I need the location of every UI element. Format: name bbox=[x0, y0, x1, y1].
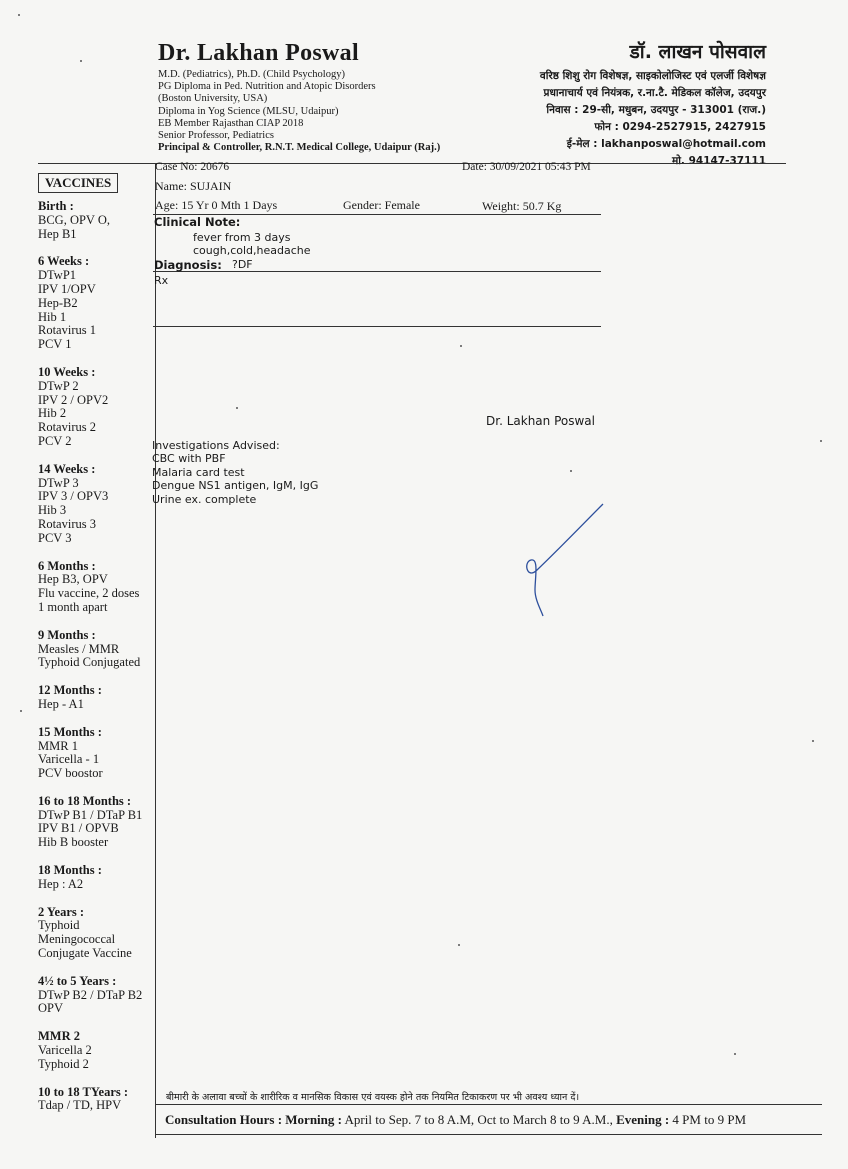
footer-top-rule bbox=[155, 1104, 822, 1105]
evening-hours: 4 PM to 9 PM bbox=[672, 1112, 747, 1127]
patient-age: Age: 15 Yr 0 Mth 1 Days bbox=[155, 198, 278, 212]
scan-speck bbox=[236, 407, 238, 409]
vaccine-item: DTwP 2 bbox=[38, 378, 79, 393]
vaccine-age-heading: 10 Weeks : bbox=[38, 364, 96, 379]
vaccine-item: IPV 2 / OPV2 bbox=[38, 392, 109, 407]
hindi-line: वरिष्ठ शिशु रोग विशेषज्ञ, साइकोलोजिस्ट एवं एलर्जी विशेषज्ञ bbox=[539, 70, 766, 82]
morning-hours: April to Sep. 7 to 8 A.M, Oct to March 8 to 9 A.M., bbox=[344, 1112, 613, 1127]
scan-speck bbox=[20, 710, 22, 712]
vaccine-item: PCV boostor bbox=[38, 766, 103, 781]
vaccine-group bbox=[38, 864, 142, 892]
hindi-line: प्रधानाचार्य एवं नियंत्रक, र.ना.टै. मेडिकल कॉलेज, उदयपुर bbox=[543, 87, 766, 99]
vaccine-item: Hib 1 bbox=[38, 309, 67, 324]
vaccine-age-heading: 14 Weeks : bbox=[38, 461, 96, 476]
vaccine-item: Hib 2 bbox=[38, 406, 67, 421]
vaccine-group bbox=[38, 726, 142, 781]
consult-label: Consultation Hours : bbox=[165, 1112, 283, 1127]
investigations-list bbox=[152, 452, 318, 506]
vaccine-item: 1 month apart bbox=[38, 599, 108, 614]
investigation-item: CBC with PBF bbox=[152, 452, 226, 465]
vaccine-item: Varicella 2 bbox=[38, 1043, 92, 1058]
vaccine-age-heading: 16 to 18 Months : bbox=[38, 793, 132, 808]
credential-line: Diploma in Yog Science (MLSU, Udaipur) bbox=[158, 105, 339, 117]
vaccine-item: Rotavirus 3 bbox=[38, 516, 96, 531]
vaccine-group bbox=[38, 684, 142, 712]
vaccine-age-heading: 6 Weeks : bbox=[38, 254, 90, 269]
scan-speck bbox=[460, 345, 462, 347]
vaccine-item: DTwP B1 / DTaP B1 bbox=[38, 807, 143, 822]
diagnosis-label: Diagnosis: bbox=[154, 258, 222, 272]
vaccine-item: Hep B3, OPV bbox=[38, 572, 108, 587]
vaccine-group bbox=[38, 795, 142, 850]
vaccine-group bbox=[38, 1086, 142, 1114]
vaccine-item: Hib 3 bbox=[38, 503, 67, 518]
investigation-item: Malaria card test bbox=[152, 465, 245, 479]
patient-gender: Gender: Female bbox=[343, 198, 420, 212]
vaccine-schedule bbox=[38, 200, 142, 1127]
footer-bottom-rule bbox=[155, 1134, 822, 1135]
vaccine-item: DTwP 3 bbox=[38, 475, 79, 490]
header-divider bbox=[38, 163, 786, 164]
clinical-notes bbox=[193, 231, 311, 257]
vaccine-group bbox=[38, 255, 142, 352]
clinical-note-label: Clinical Note: bbox=[154, 215, 241, 229]
investigations-label: Investigations Advised: bbox=[152, 439, 280, 452]
hindi-line: फोन : 0294-2527915, 2427915 bbox=[594, 121, 766, 133]
vaccine-group bbox=[38, 463, 142, 546]
patient-weight: Weight: 50.7 Kg bbox=[482, 199, 562, 213]
hindi-letterhead bbox=[540, 38, 766, 170]
hindi-line: मो. 94147-37111 bbox=[671, 155, 766, 167]
vaccine-item: Typhoid Conjugated bbox=[38, 655, 141, 670]
vaccine-item: DTwP B2 / DTaP B2 bbox=[38, 987, 143, 1002]
credentials-list bbox=[158, 69, 440, 154]
hindi-line: निवास : 29-सी, मधुबन, उदयपुर - 313001 (राज.) bbox=[546, 104, 766, 116]
vaccine-item: Rotavirus 2 bbox=[38, 420, 96, 435]
vaccine-age-heading: 10 to 18 TYears : bbox=[38, 1084, 129, 1099]
credential-line: M.D. (Pediatrics), Ph.D. (Child Psychology) bbox=[158, 69, 345, 80]
case-number: Case No: 20676 bbox=[155, 161, 230, 173]
vaccine-age-heading: 2 Years : bbox=[38, 904, 85, 919]
scan-speck bbox=[18, 14, 20, 16]
credential-line: (Boston University, USA) bbox=[158, 93, 268, 105]
vaccine-group bbox=[38, 906, 142, 961]
consultation-hours bbox=[165, 1112, 746, 1128]
vaccine-item: Hep : A2 bbox=[38, 876, 84, 891]
vaccine-item: Hep B1 bbox=[38, 226, 77, 241]
vaccine-age-heading: 12 Months : bbox=[38, 683, 102, 698]
diagnosis-value: ?DF bbox=[232, 258, 253, 271]
vaccine-item: Hep-B2 bbox=[38, 295, 78, 310]
scan-speck bbox=[458, 944, 460, 946]
investigation-item: Dengue NS1 antigen, IgM, IgG bbox=[152, 479, 319, 492]
vaccine-column-divider bbox=[155, 163, 156, 1138]
vaccine-group bbox=[38, 200, 142, 241]
signature-mark bbox=[515, 500, 610, 620]
vaccine-item: Meningococcal bbox=[38, 932, 116, 947]
vaccine-item: DTwP1 bbox=[38, 268, 77, 283]
hindi-advisory-note: बीमारी के अलावा बच्चों के शारीरिक व मानसिक विकास एवं वयस्क होने तक नियमित टिकाकरण पर भी अवश्य ध्यान दें। bbox=[166, 1092, 580, 1103]
vaccine-item: MMR 1 bbox=[38, 738, 78, 753]
vaccine-group bbox=[38, 366, 142, 449]
vaccine-item: Hib B booster bbox=[38, 835, 109, 850]
vaccine-item: Typhoid 2 bbox=[38, 1056, 89, 1071]
scan-speck bbox=[812, 740, 814, 742]
vaccine-item: Conjugate Vaccine bbox=[38, 946, 132, 961]
scan-speck bbox=[570, 470, 572, 472]
vaccine-group bbox=[38, 560, 142, 615]
signature-name: Dr. Lakhan Poswal bbox=[486, 414, 595, 428]
vaccine-item: PCV 2 bbox=[38, 433, 72, 448]
vaccine-item: Hep - A1 bbox=[38, 696, 84, 711]
prescription-date: Date: 30/09/2021 05:43 PM bbox=[462, 161, 591, 173]
morning-label: Morning : bbox=[285, 1112, 342, 1127]
hindi-doctor-name: डॉ. लाखन पोसवाल bbox=[629, 41, 766, 63]
vaccine-item: OPV bbox=[38, 1001, 64, 1016]
vaccine-age-heading: MMR 2 bbox=[38, 1029, 80, 1044]
credential-line: PG Diploma in Ped. Nutrition and Atopic Disorders bbox=[158, 81, 376, 93]
clinical-note-line: cough,cold,headache bbox=[193, 244, 311, 257]
vaccine-age-heading: 6 Months : bbox=[38, 558, 96, 573]
vaccine-item: IPV 1/OPV bbox=[38, 281, 96, 296]
vaccine-age-heading: Birth : bbox=[38, 199, 74, 213]
vaccine-item: Flu vaccine, 2 doses bbox=[38, 586, 140, 601]
credential-line: Principal & Controller, R.N.T. Medical College, Udaipur (Raj.) bbox=[158, 142, 441, 154]
vaccine-age-heading: 4½ to 5 Years : bbox=[38, 973, 117, 988]
vaccine-item: PCV 3 bbox=[38, 530, 72, 545]
scan-speck bbox=[820, 440, 822, 442]
vaccine-item: IPV 3 / OPV3 bbox=[38, 489, 109, 504]
vaccine-item: PCV 1 bbox=[38, 337, 72, 352]
vaccine-item: Tdap / TD, HPV bbox=[38, 1098, 122, 1113]
investigation-item: Urine ex. complete bbox=[152, 492, 257, 506]
vaccine-item: IPV B1 / OPVB bbox=[38, 821, 119, 836]
vaccine-item: Measles / MMR bbox=[38, 641, 120, 656]
scan-speck bbox=[734, 1053, 736, 1055]
vaccine-age-heading: 15 Months : bbox=[38, 724, 102, 739]
credential-line: Senior Professor, Pediatrics bbox=[158, 130, 274, 142]
vaccine-group bbox=[38, 975, 142, 1016]
credential-line: EB Member Rajasthan CIAP 2018 bbox=[158, 117, 304, 129]
vaccine-item: BCG, OPV O, bbox=[38, 212, 111, 227]
vaccine-item: Rotavirus 1 bbox=[38, 323, 96, 338]
hindi-line: ई-मेल : lakhanposwal@hotmail.com bbox=[566, 138, 766, 150]
clinical-note-line: fever from 3 days bbox=[193, 231, 291, 244]
vaccine-age-heading: 18 Months : bbox=[38, 863, 102, 878]
rx-symbol: Rx bbox=[154, 274, 169, 287]
doctor-name: Dr. Lakhan Poswal bbox=[158, 40, 359, 66]
vaccines-title: VACCINES bbox=[38, 173, 118, 193]
vaccine-item: Varicella - 1 bbox=[38, 752, 100, 767]
patient-name: Name: SUJAIN bbox=[155, 179, 232, 193]
vaccine-group bbox=[38, 629, 142, 670]
rule-after-rx bbox=[153, 326, 601, 327]
vaccine-group bbox=[38, 1030, 142, 1071]
scan-speck bbox=[80, 60, 82, 62]
vaccine-age-heading: 9 Months : bbox=[38, 627, 96, 642]
vaccine-item: Typhoid bbox=[38, 918, 80, 933]
evening-label: Evening : bbox=[616, 1112, 670, 1127]
